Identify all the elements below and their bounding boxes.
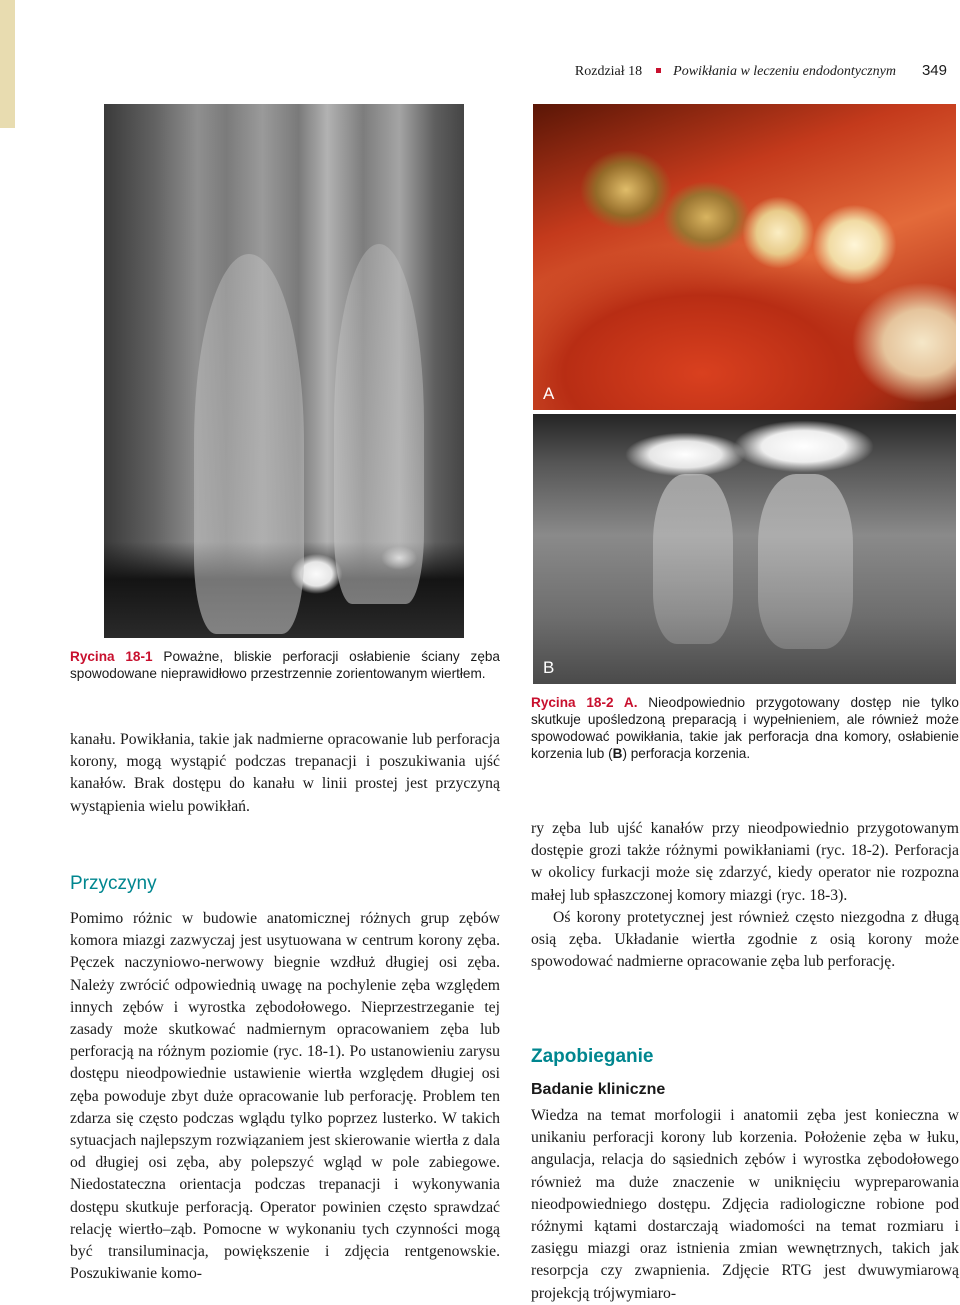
page-number: 349 [921, 62, 947, 79]
caption-figure-18-1 [70, 648, 500, 682]
caption-label: Rycina 18-1 [70, 649, 153, 664]
right-column-body [531, 818, 959, 973]
caption-label: Rycina 18-2 A. [531, 695, 638, 710]
paragraph: Oś korony protetycznej jest również często niezgodna z długą osią zęba. Układanie wiertła zgodnie z osią korony może spowodować nadmierne opracowanie zęba lub perforację. [531, 908, 959, 971]
subheading-badanie-kliniczne: Badanie kliniczne [531, 1081, 666, 1098]
figure-18-1-radiograph [104, 104, 464, 638]
right-column-badanie-body [531, 1105, 959, 1305]
paragraph: Wiedza na temat morfologii i anatomii zęba jest konieczna w unikaniu perforacji korony lub korzenia. Położenie zęba w łuku, angulacja, relacja do sąsiednich zębów i wyrostka zębodołowego również ma duże znaczenie w uniknięciu wypreparowania nieodpowiedniego dostępu. Zdjęcia radiologiczne robione pod różnymi kątami dostarczają wiadomości na temat rozmiaru i zasięgu miazgi oraz istnienia zmian wewnętrznych, takich jak resorpcja czy zwapnienia. Zdjęcie RTG jest dwuwymiarową projekcją trójwymiaro- [531, 1107, 959, 1302]
caption-figure-18-2 [531, 694, 959, 762]
figure-label-b: B [543, 658, 555, 677]
paragraph: Pomimo różnic w budowie anatomicznej różnych grup zębów komora miazgi zazwyczaj jest usytuowana w centrum korony zęba. Pęczek naczyniowo-nerwowy biegnie wzdłuż długiej osi zęba. Należy zwrócić odpowiednią uwagę na pochylenie zęba względem innych zębów i wyrostka zębodołowego. Nieprzestrzeganie tej zasady może skutkować nadmiernym opracowaniem zęba lub perforacją na różnym poziomie (ryc. 18-1). Po ustanowieniu zarysu dostępu nieodpowiednie ustawienie wiertła względem długiej osi zęba powoduje zbyt duże opracowanie lub perforację. Problem ten zdarza się często podczas wglądu tylko poprzez lusterko. W takich sytuacjach najlepszym rozwiązaniem jest skierowanie wiertła z dala od długiej osi zęba, aby polepszyć wgląd w pole zabiegowe. Niedostateczna orientacja podczas trepanacji i wykonywania dostępu skutkuje perforacją. Operator powinien często sprawdzać relację wiertło–ząb. Pomocne w wykonaniu tych czynności mogą być transiluminacja, powiększenie i zdjęcia rentgenowskie. Poszukiwanie komo- [70, 910, 500, 1283]
figure-18-2b-radiograph [533, 414, 956, 684]
chapter-label: Rozdział 18 [574, 64, 643, 79]
paragraph: ry zęba lub ujść kanałów przy nieodpowiednio przygotowanym dostępie grozi także różnymi powikłaniami (ryc. 18-2). Perforacja w okolicy furkacji może się zdarzyć, kiedy operator nie rozpozna małej lub spłaszczonej komory miazgi (ryc. 18-3). [531, 820, 959, 904]
caption-text: Poważne, bliskie perforacji osłabienie ściany zęba spowodowane nieprawidłowo przestrzennie zorientowanym wiertłem. [70, 649, 500, 681]
running-header [575, 62, 947, 80]
page-edge-tab [0, 0, 15, 128]
chapter-title: Powikłania w leczeniu endodontycznym [673, 64, 896, 79]
heading-zapobieganie: Zapobieganie [531, 1046, 654, 1067]
figure-18-2a-clinical-photo [533, 104, 956, 410]
caption-label-b: B [612, 746, 623, 761]
header-separator-square [656, 68, 661, 73]
caption-text-part-1: Nieodpowiednio przygotowany dostęp nie tylko skutkuje upośledzoną preparacją i wypełnieniem, ale również może spowodować powikłania, takie jak perforacja dna komory, osłabienie korzenia lub ( [531, 695, 959, 761]
left-column-przyczyny-body [70, 908, 500, 1285]
paragraph: kanału. Powikłania, takie jak nadmierne opracowanie lub perforacja korony, mogą wystąpić podczas trepanacji i poszukiwania ujść kanałów. Brak dostępu do kanału w linii prostej jest przyczyną wystąpienia wielu powikłań. [70, 731, 500, 815]
heading-przyczyny: Przyczyny [70, 873, 157, 894]
left-column-intro [70, 729, 500, 818]
figure-label-a: A [543, 384, 555, 403]
caption-text-part-2: ) perforacja korzenia. [622, 746, 751, 761]
